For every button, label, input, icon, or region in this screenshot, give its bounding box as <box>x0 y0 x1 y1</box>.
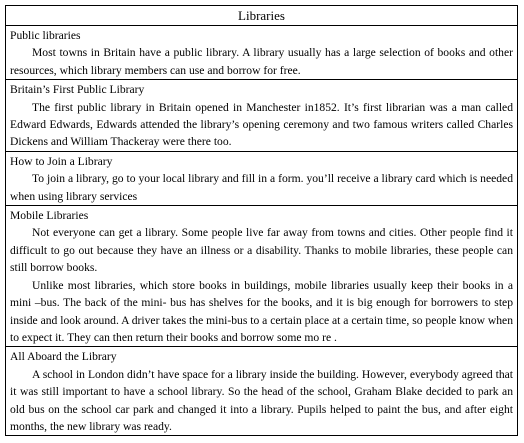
section-heading: Mobile Libraries <box>10 209 89 223</box>
section-heading: Britain’s First Public Library <box>10 83 145 97</box>
section-paragraph: Not everyone can get a library. Some people live far away from towns and cities. Other people find it difficult to go out because they have an illness or a disability. Thanks to mobile libraries, these people can still borrow books. <box>10 226 513 275</box>
section-how-to-join <box>6 152 517 206</box>
section-heading: How to Join a Library <box>10 154 113 168</box>
section-all-aboard <box>6 347 517 435</box>
section-paragraph: A school in London didn’t have space for a library inside the building. However, everybody agreed that it was still important to have a school library. So the head of the school, Graham Blake decided to park an old bus on the school car park and changed it into a library. Pupils helped to paint the bus, and after eight months, the new library was ready. <box>10 367 513 433</box>
section-paragraph: To join a library, go to your local library and fill in a form. you’ll receive a library card which is needed when using library services <box>10 172 513 203</box>
libraries-table <box>5 5 518 436</box>
section-paragraph: Most towns in Britain have a public library. A library usually has a large selection of books and other resources, which library members can use and borrow for free. <box>10 46 513 77</box>
section-heading: All Aboard the Library <box>10 350 117 364</box>
section-paragraph: Unlike most libraries, which store books in buildings, mobile libraries usually keep their books in a mini –bus. The back of the mini- bus has shelves for the books, and it is big enough for borrowers to step inside and look around. A driver takes the mini-bus to a certain place at a certain time, so people know when to expect it. They can then return their books and borrow some mo re . <box>10 278 513 344</box>
table-title: Libraries <box>6 6 517 26</box>
section-heading: Public libraries <box>10 29 81 42</box>
section-public-libraries <box>6 26 517 80</box>
section-paragraph: The first public library in Britain opened in Manchester in1852. It’s first librarian was a man called Edward Edwards, Edwards attended the library’s opening ceremony and two famous writers called Charles Dickens and William Thackeray were there too. <box>10 100 513 149</box>
section-first-public-library <box>6 80 517 152</box>
section-mobile-libraries <box>6 206 517 347</box>
